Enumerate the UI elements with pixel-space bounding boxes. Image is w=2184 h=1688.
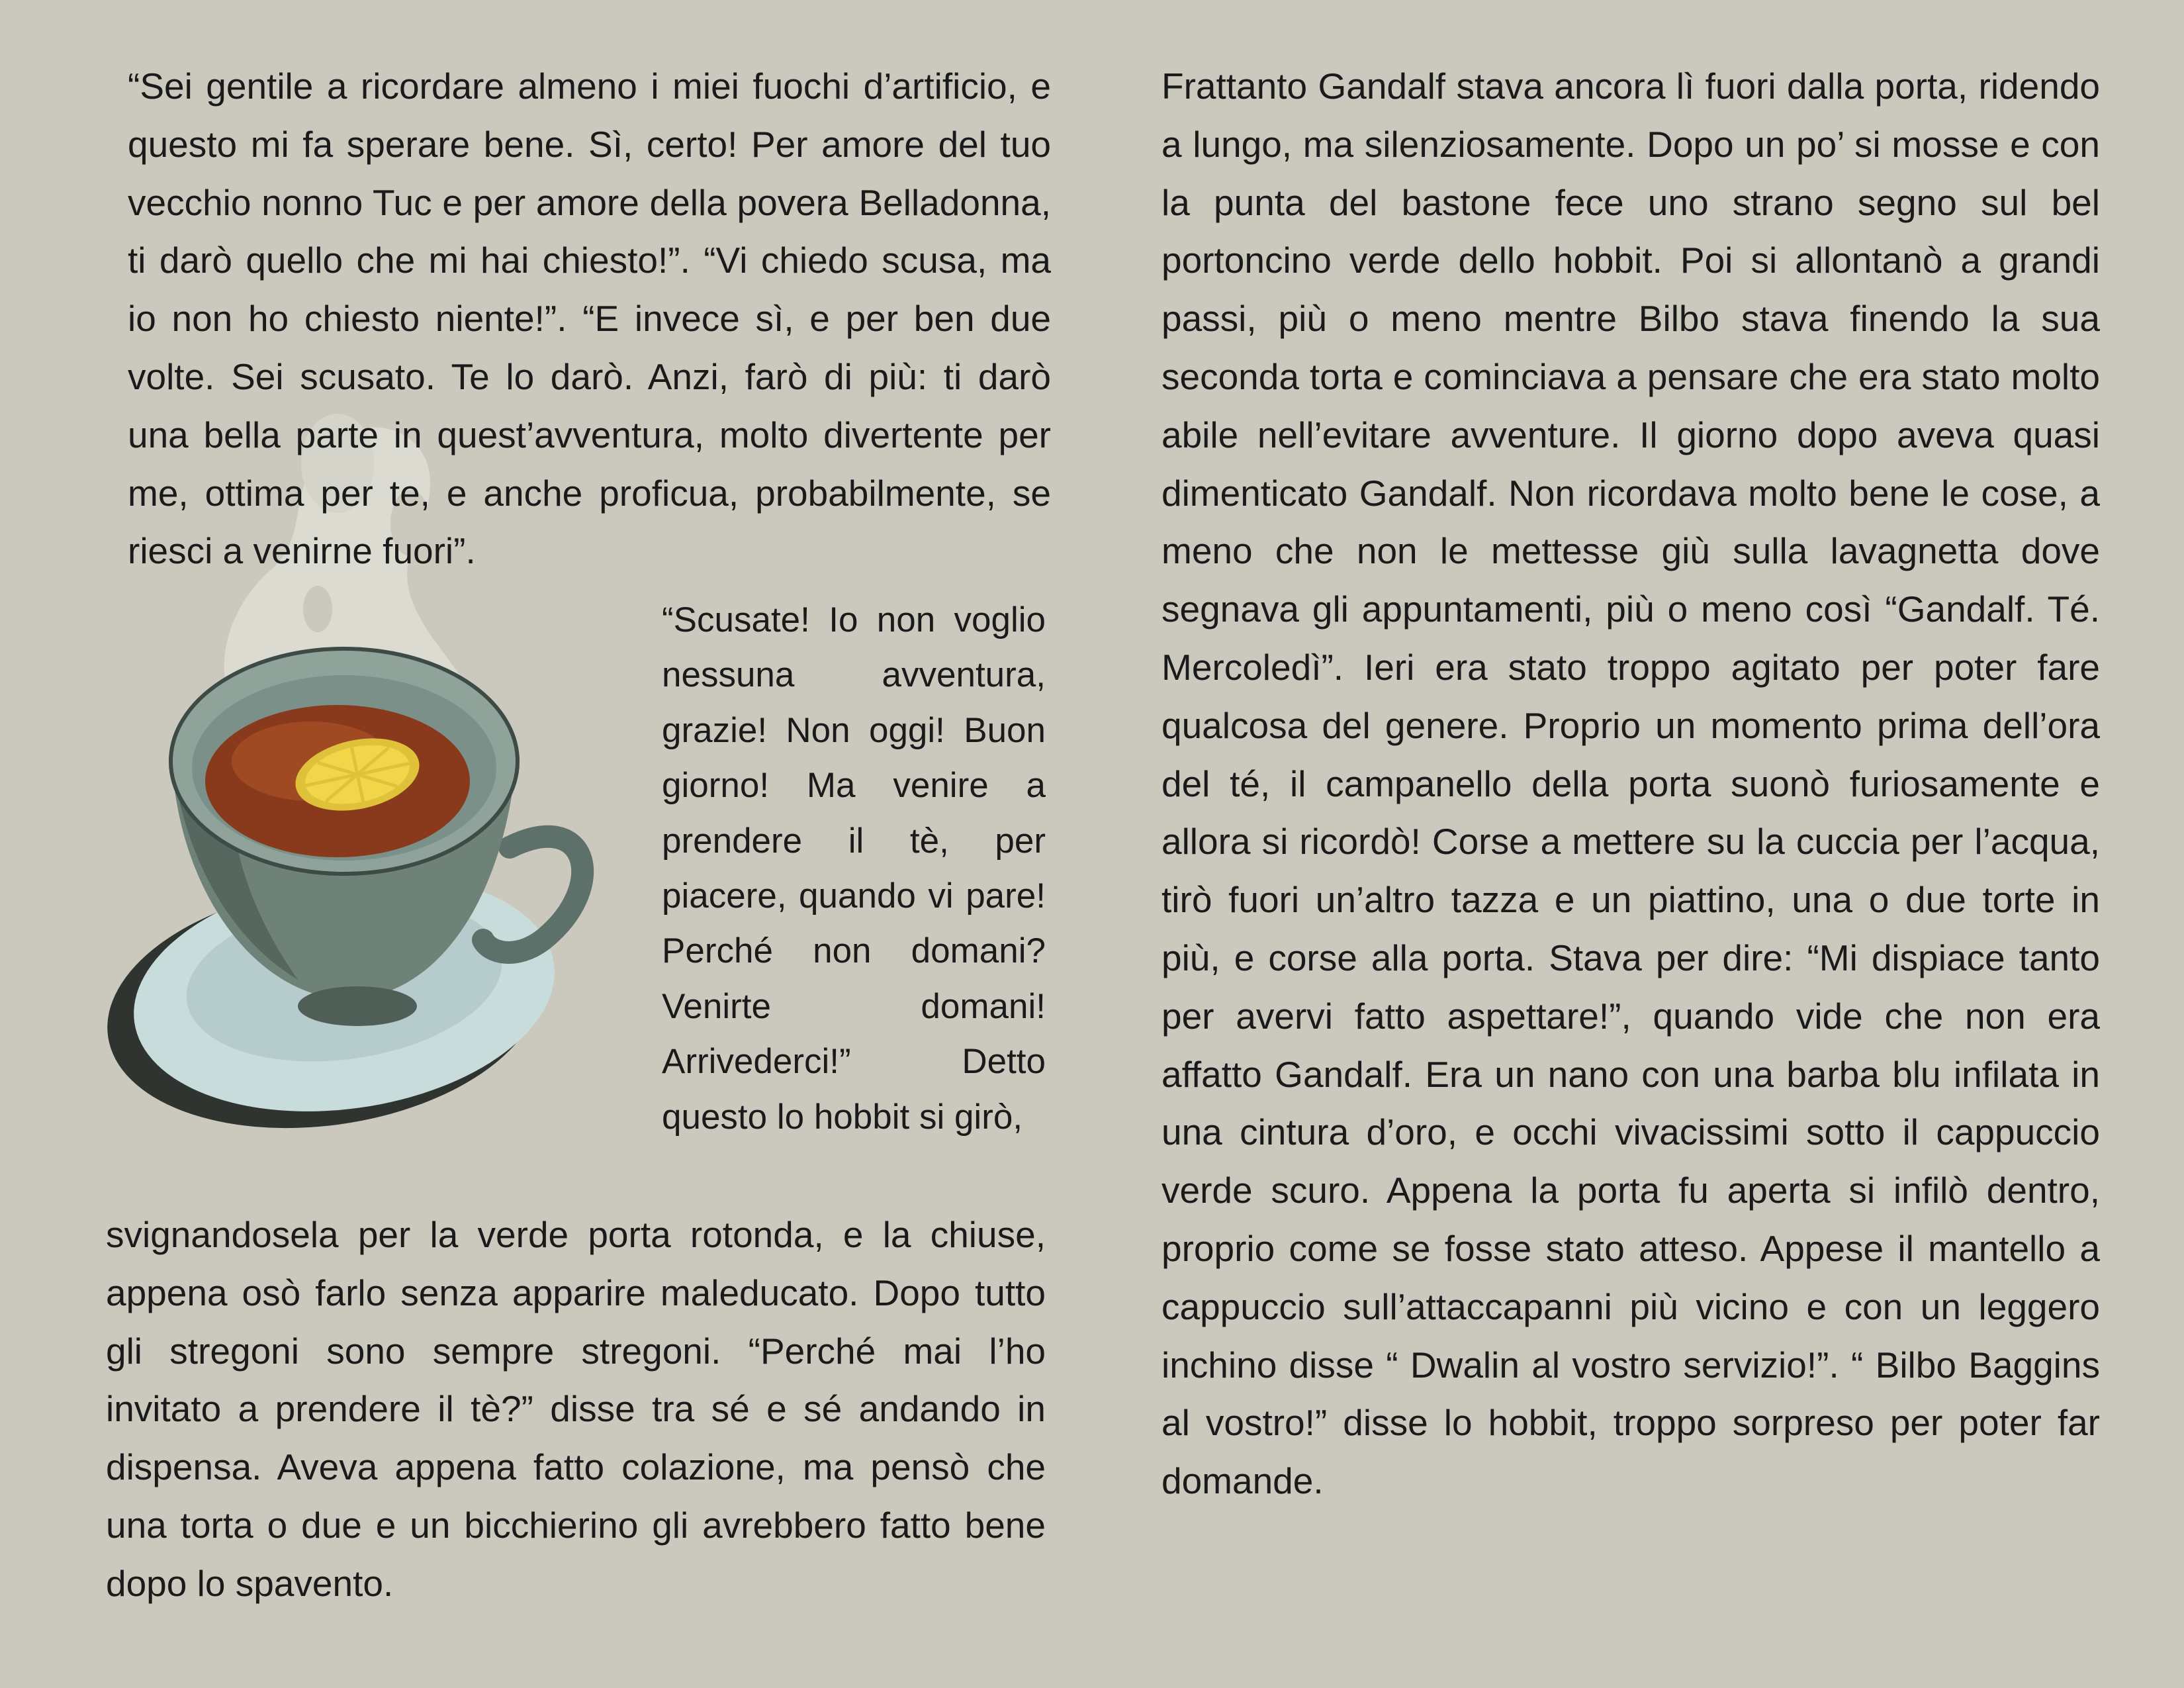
left-top-paragraph: “Sei gentile a ricordare almeno i miei fuochi d’artificio, e questo mi fa sperare bene. Sì, certo! Per amore del tuo vecchio nonno Tuc e per amore della povera Belladonna, ti darò quello che mi hai chiesto!”. “Vi chiedo scusa, ma io non ho chiesto niente!”. “E invece sì, e per ben due volte. Sei scusato. Te lo darò. Anzi, farò di più: ti darò una bella parte in quest’avventura, molto divertente per me, ottima per te, e anche proficua, probabilmente, se riesci a venirne fuori”. <box>128 66 1051 572</box>
teacup-with-lemon-icon <box>79 543 622 1192</box>
right-paragraph: Frattanto Gandalf stava ancora lì fuori dalla porta, ridendo a lungo, ma silenziosamente. Dopo un po’ si mosse e con la punta del bastone fece uno strano segno sul bel portoncino verde dello hobbit. Poi si allontanò a grandi passi, più o meno mentre Bilbo stava finendo la sua seconda torta e cominciava a pensare che era stato molto abile nell’evitare avventure. Il giorno dopo aveva quasi dimenticato Gandalf. Non ricordava molto bene le cose, a meno che non le mettesse giù sulla lavagnetta dove segnava gli appuntamenti, più o meno così “Gandalf. Té. Mercoledì”. Ieri era stato troppo agitato per poter fare qualcosa del genere. Proprio un momento prima dell’ora del té, il campanello della porta suonò furiosamente e allora si ricordò! Corse a mettere su la cuccia per l’acqua, tirò fuori un’altro tazza e un piattino, una o due torte in più, e corse alla porta. Stava per dire: “Mi dispiace tanto per avervi fatto aspettare!”, quando vide che non era affatto Gandalf. Era un nano con una barba blu infilata in una cintura d’oro, e occhi vivacissimi sotto il cappuccio verde scuro. Appena la porta fu aperta si infilò dentro, proprio come se fosse stato atteso. Appese il mantello a cappuccio sull’attaccapanni più vicino e con un leggero inchino disse “ Dwalin al vostro servizio!”. “ Bilbo Baggins al vostro!” disse lo hobbit, troppo sorpreso per poter far domande. <box>1161 66 2100 1502</box>
left-side-paragraph: “Scusate! Io non voglio nessuna avventura, grazie! Non oggi! Buon giorno! Ma venire a prendere il tè, per piacere, quando vi pare! Perché non domani? Venirte domani! Arrivederci!” Detto questo lo hobbit si girò, <box>662 600 1046 1137</box>
right-page <box>1092 0 2184 1688</box>
left-bottom-paragraph: svignandosela per la verde porta rotonda, e la chiuse, appena osò farlo senza apparire maleducato. Dopo tutto gli stregoni sono sempre stregoni. “Perché mai l’ho invitato a prendere il tè?” disse tra sé e sé andando in dispensa. Aveva appena fatto colazione, ma pensò che una torta o due e un bicchierino gli avrebbero fatto bene dopo lo spavento. <box>106 1214 1046 1604</box>
